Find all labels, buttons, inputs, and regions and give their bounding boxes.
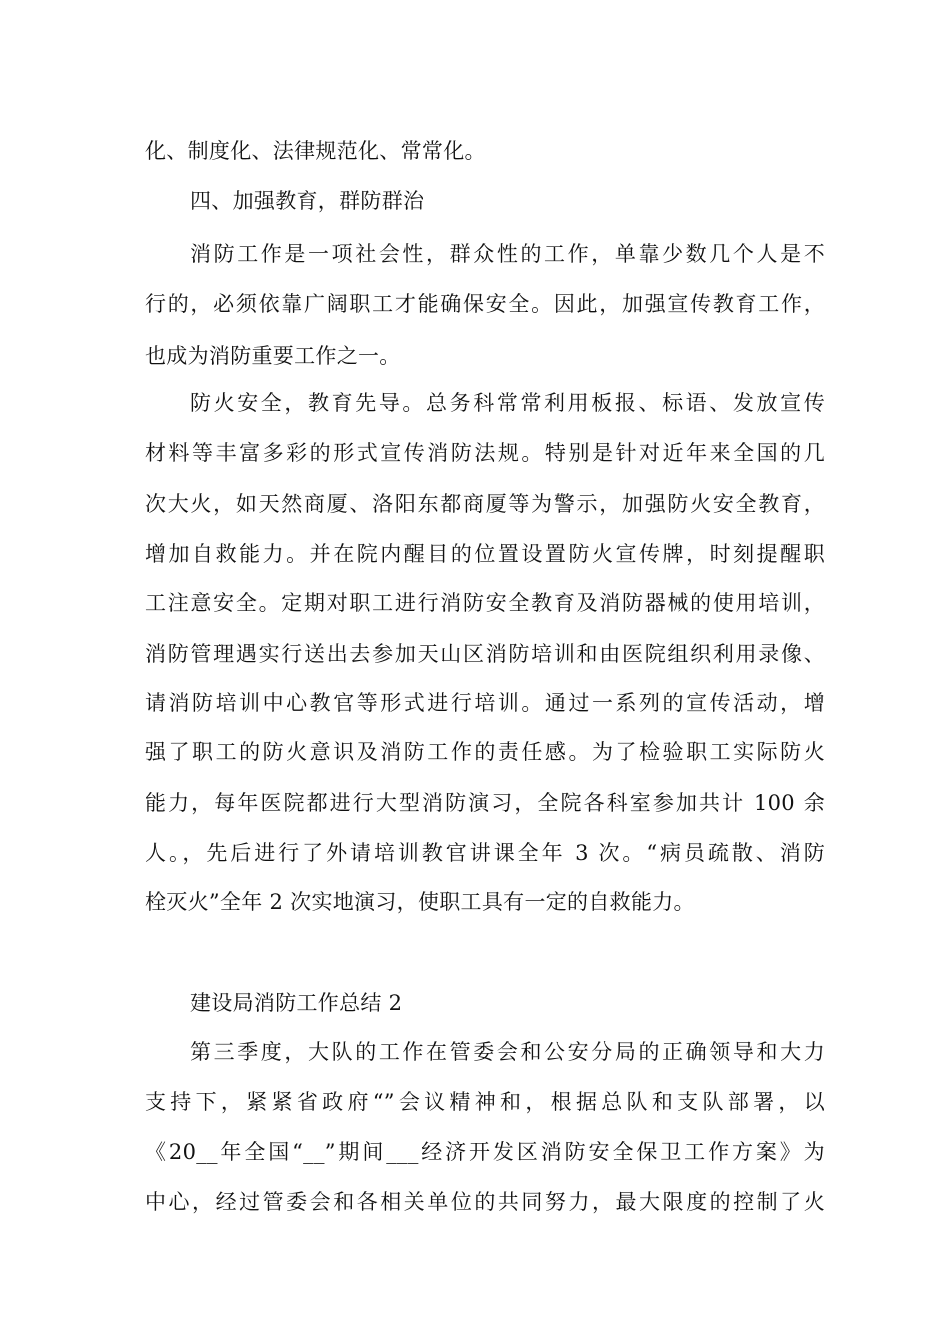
paragraph-line: 栓灭火”全年 2 次实地演习，使职工具有一定的自救能力。 [145, 890, 695, 914]
paragraph-line: 增加自救能力。并在院内醒目的位置设置防火宣传牌，时刻提醒职 [145, 542, 825, 566]
paragraph-line: 行的，必须依靠广阔职工才能确保安全。因此，加强宣传教育工作， [145, 292, 825, 316]
paragraph-line: 能力，每年医院都进行大型消防演习，全院各科室参加共计 100 余 [145, 791, 825, 815]
paragraph-line: 人。，先后进行了外请培训教官讲课全年 3 次。“病员疏散、消防 [145, 841, 825, 865]
paragraph-line: 请消防培训中心教官等形式进行培训。通过一系列的宣传活动，增 [145, 691, 825, 715]
paragraph-line: 材料等丰富多彩的形式宣传消防法规。特别是针对近年来全国的几 [145, 441, 825, 465]
section-heading: 四、加强教育，群防群治 [190, 189, 425, 213]
paragraph-line: 消防工作是一项社会性，群众性的工作，单靠少数几个人是不 [190, 242, 825, 266]
paragraph-line: 第三季度，大队的工作在管委会和公安分局的正确领导和大力 [190, 1040, 825, 1064]
paragraph-line: 强了职工的防火意识及消防工作的责任感。为了检验职工实际防火 [145, 740, 825, 764]
section-title: 建设局消防工作总结 2 [190, 991, 403, 1015]
paragraph-line: 防火安全，教育先导。总务科常常利用板报、标语、发放宣传 [190, 391, 825, 415]
paragraph-line: 《20__年全国“__”期间___经济开发区消防安全保卫工作方案》为 [145, 1140, 825, 1164]
paragraph-line: 支持下，紧紧省政府“”会议精神和，根据总队和支队部署，以 [145, 1090, 825, 1114]
paragraph-line: 中心，经过管委会和各相关单位的共同努力，最大限度的控制了火 [145, 1190, 825, 1214]
paragraph-line: 消防管理遇实行送出去参加天山区消防培训和由医院组织利用录像、 [145, 642, 825, 666]
paragraph-line: 工注意安全。定期对职工进行消防安全教育及消防器械的使用培训， [145, 591, 825, 615]
paragraph-tail-line: 化、制度化、法律规范化、常常化。 [145, 139, 486, 163]
paragraph-line: 也成为消防重要工作之一。 [145, 344, 401, 368]
paragraph-line: 次大火，如天然商厦、洛阳东都商厦等为警示，加强防火安全教育， [145, 492, 825, 516]
